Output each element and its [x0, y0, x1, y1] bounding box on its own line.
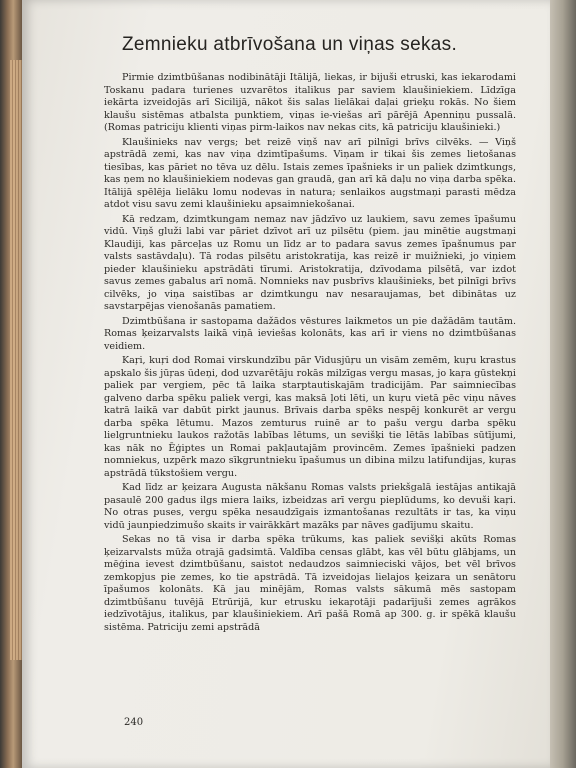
paragraph: Dzimtbūšana ir sastopama dažādos vēstures laikmetos un pie dažādām tautām. Romas ķeizarvalsts laikā viņā ieviešas kolonāts, kas arī ir viens no dzimtbūšanas veidiem. [104, 315, 516, 352]
body-text [104, 72, 516, 636]
paragraph: Kā redzam, dzimtkungam nemaz nav jādzīvo uz laukiem, savu zemes īpašumu vidū. Viņš gluži labi var pāriet dzīvot arī uz pilsētu (piem. jau minētie augstmaņi Klaudiji, kas pārceļas uz Romu un līdz ar to padara savus zemes īpašnumus par valsts sastāvdaļu). Tā rodas pilsētu aristokratija, kas reizē ir muižnieki, jo viņiem pieder klaušinieku apstrādāti tīrumi. Aristokratija, dzīvodama pilsētā, var izdot savus zemes gabalus arī nomā. Nomnieks nav pusbrīvs klaušinieks, bet pilnīgi brīvs cilvēks, jo viņa saistības ar dzimtkungu nav nesaraujamas, bet dibinātas uz savstarpējas vienošanās pamatiem. [104, 213, 516, 312]
chapter-title: Zemnieku atbrīvošana un viņas sekas. [122, 34, 458, 55]
paragraph: Pirmie dzimtbūšanas nodibinātāji Itālijā, liekas, ir bijuši etruski, kas iekarodami Toskanu padara turienes uzvarētos italikus par saviem klaušiniekiem. Līdzīga iekārta izveidojās arī Sicilijā, nākot šis salas lielākai daļai grieķu rokās. No šiem klaušu sistēmas atbalsta punktiem, viņas ie-viešas arī pārējā Apenniņu pussalā. (Romas patriciju klienti viņas pirm-laikos nav nekas cits, kā patriciju klaušinieki.) [104, 72, 516, 133]
book-page [22, 0, 550, 768]
page-number: 240 [124, 717, 144, 728]
paragraph: Klaušinieks nav vergs; bet reizē viņš nav arī pilnīgi brīvs cilvēks. — Viņš apstrādā zemi, kas nav viņa dzimtīpašums. Viņam ir tikai šis zemes lietošanas tiesības, kas pāriet no tēva uz dēlu. Istais zemes īpašnieks ir un paliek dzimtkungs, kas ņem no klaušiniekiem nodevas gan graudā, gan arī kā daļu no viņa darba spēka. Itālijā spēlēja lielāku lomu nodevas in natura; senlaikos augstmaņi parasti mēdza atdot visu savu zemi klaušinieku apsaimniekošanai. [104, 136, 516, 210]
facing-page-edge [546, 0, 576, 768]
paragraph: Sekas no tā visa ir darba spēka trūkums, kas paliek sevišķi akūts Romas ķeizarvalsts mūža otrajā gadsimtā. Valdība censas glābt, kas vēl būtu glābjams, un mēģina ievest dzimtbūšanu, saistot nedaudzos saimnieciski vājos, bet vēl brīvos zemkopjus pie zemes, ko tie apstrādā. Tā izveidojas lielajos ķeizara un senātoru īpašumos kolonāts. Kā jau minējām, Romas valsts sākumā mēs sastopam dzimtbūšanu tuvējā Etrūrijā, kur etrusku iekaŗotāji padarījuši zemes agrākos iedzīvotājus, italikus, par klaušiniekiem. Arī pašā Romā ap 300. g. ir spēkā klaušu sistēma. Patriciju zemi apstrādā [104, 534, 516, 633]
paragraph: Kaŗi, kuŗi dod Romai virskundzību pār Vidusjūŗu un visām zemēm, kuŗu krastus apskalo šis jūŗas ūdeņi, dod uzvarētāju rokās milzīgas vergu masas, jo kaŗa gūstekņi paliek par vergiem, pēc tā laika starptautiskajām tradicijām. Par saimniecības galveno darba spēku paliek vergi, kas maksā ļoti lēti, un kuŗu vietā pēc viņu nāves katrā laikā var dabūt pirkt jaunus. Brīvais darba spēks nespēj konkurēt ar vergu darba spēka lētumu. Mazos zemturus ruinē ar to pašu vergu darba spēku lielgruntnieku laukos ražotās labības lētums, un sevišķi tie lētās labības sūtījumi, kas nāk no Ēģiptes un Romai pakļautajām provincēm. Zemes īpašnieki padzen nomniekus, uzpērk mazo sīkgruntnieku īpašumus un dibina milzu latifundijas, kuŗas apstrādā tūkstošiem vergu. [104, 355, 516, 479]
paragraph: Kad līdz ar ķeizara Augusta nākšanu Romas valsts priekšgalā iestājas antikajā pasaulē 200 gadus ilgs miera laiks, izbeidzas arī vergu pieplūdums, ko devuši kaŗi. No otras puses, vergu spēka nesaudzīgais izmantošanas rezultāts ir tas, ka viņu vidū jaunpiedzimušo skaits ir vairākkārt mazāks par nāves gadījumu skaitu. [104, 482, 516, 531]
